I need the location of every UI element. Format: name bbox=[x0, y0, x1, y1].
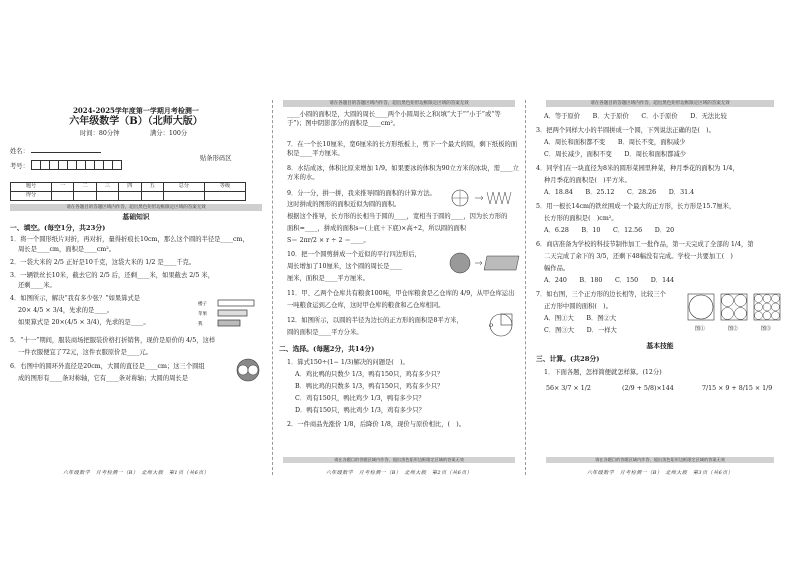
svg-text:图①: 图① bbox=[695, 326, 706, 332]
score-header-cell: 五 bbox=[141, 183, 163, 192]
ring-figure bbox=[236, 358, 260, 382]
s7-line-b: 正方形中圆的面积( )。 bbox=[544, 303, 612, 310]
name-label: 姓名： bbox=[10, 148, 29, 155]
choice-title: 二、选择。(每题2分，共14分) bbox=[279, 345, 375, 353]
score-cell[interactable] bbox=[119, 192, 141, 201]
s6-line-c: 幅作品。 bbox=[544, 265, 570, 272]
q12-line-b: 圆的面积是____平方分米。 bbox=[287, 329, 363, 336]
q10-line-a: 10．把一个圆剪拼成一个近似的平行四边形后， bbox=[287, 251, 421, 258]
score-cell[interactable] bbox=[52, 192, 74, 201]
score-header-cell: 总分 bbox=[163, 183, 204, 192]
q3-line-b: 还剩____米。 bbox=[18, 282, 56, 289]
score-header-cell: 一 bbox=[52, 183, 74, 192]
circle-square-figure bbox=[487, 312, 517, 338]
circle-to-rectangle-figure bbox=[451, 188, 521, 208]
s6-options[interactable]: A．240 B．180 C．150 D．144 bbox=[544, 277, 675, 284]
svg-text:苹果: 苹果 bbox=[198, 312, 207, 317]
q9-line-d: 面积=____，拼成的面积s＝(上底＋下底)×高÷2，所以圆的面积 bbox=[287, 225, 467, 232]
s1-option-d[interactable]: D．鸭有150只，鸭比鸡少 1/3，鸡有多少只？ bbox=[295, 407, 425, 414]
svg-text:图③: 图③ bbox=[761, 326, 772, 332]
exam-page-3 bbox=[536, 100, 784, 475]
q4-line-b: 20× 4/5 × 3/4，先求的是____。 bbox=[18, 307, 114, 314]
exam-main-title: 六年级数学（B）（北师大版） bbox=[69, 116, 203, 127]
s4-line-a: 4．同学们在一块直径为8米的圆形菜园里种菜，种月季花的面积为 1/4， bbox=[536, 165, 739, 172]
svg-text:楼子: 楼子 bbox=[198, 302, 207, 307]
q9-line-b: 这时拼成的图形的面积近似为圆的面积。 bbox=[287, 201, 401, 208]
s1-question: 1．算式150÷(1− 1/3)解决的问题是( )。 bbox=[287, 359, 409, 366]
score-table bbox=[10, 182, 246, 201]
q5-line-b: 一件衣服便宜了72元，这件衣服原价是____元。 bbox=[18, 349, 152, 356]
score-header-cell: 四 bbox=[119, 183, 141, 192]
q4-line-c: 如果算式是 20×(4/5 × 3/4)，先求的是____。 bbox=[18, 319, 150, 326]
page1-footer: 六年级数学 月考检测一（B） 北师大版 第1页（共6页） bbox=[62, 469, 210, 476]
three-squares-figure bbox=[686, 292, 782, 336]
q12-line-a: 12．如图所示，以圆的半径为边长的正方形的面积是8平方米， bbox=[287, 317, 463, 324]
s1-option-c[interactable]: C．鸡有150只，鸭比鸡少 1/3，鸭有多少只？ bbox=[295, 395, 425, 402]
q11-line-b: 一吨粮食运到乙仓库，这时甲仓库的粮食和乙仓库相同。 bbox=[287, 302, 445, 309]
exam-number-label: 考号： bbox=[10, 163, 29, 171]
s5-line-a: 5．用一根长14cm的铁丝围成一个最大的正方形，长方形是15.7厘米， bbox=[536, 203, 736, 210]
score-cell[interactable] bbox=[96, 192, 118, 201]
svg-text:图②: 图② bbox=[728, 326, 739, 332]
answer-area-notice: 请在各题目的答题区域内作答，超出黑色矩形边框限定区域的答案无效 bbox=[10, 204, 262, 211]
score-cell[interactable] bbox=[74, 192, 96, 201]
q9-line-c: 根据这个推导，长方形的长相当于圆的____，宽相当于圆的____，因为长方形的 bbox=[287, 213, 508, 220]
full-marks: 满分：100分 bbox=[150, 130, 188, 137]
q4-line-a: 4．如图所示，解决“我有多少张？”如果算式是 bbox=[10, 295, 141, 302]
time-limit: 时间：80分钟 bbox=[80, 130, 120, 137]
s4-options[interactable]: A．18.84 B．25.12 C．28.26 D．31.4 bbox=[544, 189, 695, 196]
section-basic-knowledge: 基础知识 bbox=[122, 213, 150, 221]
s1-option-a[interactable]: A．鸡比鸭的只数少 1/3，鸭有150只，鸡有多少只？ bbox=[295, 371, 444, 378]
s3-options-cd[interactable]: C．周长减少，面积不变 D．周长和面积都减少 bbox=[544, 151, 687, 158]
svg-text:O: O bbox=[489, 323, 494, 329]
s2-question: 2．一件商品先涨价 1/8，后降价 1/8，现价与原价相比，( )。 bbox=[287, 421, 466, 428]
svg-text:我: 我 bbox=[198, 322, 203, 327]
s7-options-cd[interactable]: C．图③大 D．一样大 bbox=[544, 327, 617, 334]
calc-expr-2: (2/9 + 5/8)×144 bbox=[622, 385, 674, 392]
exam-year-title: 2024-2025学年度第一学期月考检测一 bbox=[73, 106, 199, 115]
s5-line-b: 长方形的面积是( )cm²。 bbox=[544, 215, 618, 222]
q1-line-a: 1．将一个圆形纸片对折，再对折，量得折痕长10cm，那么这个圆的半径是____cm， bbox=[10, 236, 249, 243]
q7: 7．在一个长10厘米，宽6厘米的长方形纸板上，剪下一个最大的圆，剩下纸板的面积是____平方厘米。 bbox=[287, 141, 518, 158]
exam-page-2 bbox=[272, 100, 526, 475]
s3-options-ab[interactable]: A．周长和面积都不变 B．周长不变，面积减少 bbox=[544, 139, 686, 146]
s2-options[interactable]: A．等于原价 B．大于原价 C．小于原价 D．无法比较 bbox=[544, 113, 727, 120]
calc-expr-1: 56× 3/7 × 1/2 bbox=[546, 385, 591, 392]
q2: 2．一袋大米的 2/5 正好是10千克，这袋大米的 1/2 是____千克。 bbox=[10, 259, 196, 266]
q8: 8．水结成冰，体积比原来增加 1/9。如果要冰的体积为90立方米的冰块，需____立方米的水。 bbox=[287, 165, 519, 182]
exam-number-boxes[interactable] bbox=[31, 160, 121, 173]
exam-page-1 bbox=[10, 100, 262, 475]
s6-line-b: 二天完成了余下的 3/5，还剩下48幅没有完成。学校一共要加工( ) bbox=[544, 253, 733, 260]
score-cell[interactable] bbox=[141, 192, 163, 201]
q6-line-b: 成的图形有____条对称轴，它有____条对称轴；大圆的周长是 bbox=[18, 375, 189, 382]
s7-line-a: 7．如右图，三个正方形的边长相等，比较三个 bbox=[536, 291, 666, 298]
q4-bar-diagram bbox=[196, 294, 260, 334]
q5-line-a: 5．“十一”期间，服装商场把服装价格打折销售，现价是原价的 4/5，这样 bbox=[10, 337, 216, 344]
fill-in-title: 一、填空。(每空1分，共23分) bbox=[10, 224, 106, 232]
score-header-cell: 等级 bbox=[204, 183, 245, 192]
q9-line-a: 9．分一分，拼一拼，我来推导圆的面积的计算方法。 bbox=[287, 190, 436, 197]
q6-line-a: 6．右图中的圆环外直径是20cm，大圆的直径是____cm；这三个圆组 bbox=[10, 363, 205, 370]
q10-line-c: 厘米，面积是____平方厘米。 bbox=[287, 275, 369, 282]
score-header-cell: 二 bbox=[74, 183, 96, 192]
q11-line-a: 11．甲、乙两个仓库共有粮食100吨，甲仓库粮食是乙仓库的 4/9，从甲仓库运出 bbox=[287, 290, 515, 297]
name-field[interactable] bbox=[31, 146, 101, 153]
s7-options-ab[interactable]: A．图①大 B．图②大 bbox=[544, 315, 617, 322]
page3-banner: 请在各题目的答题区域内作答，超出黑色矩形边框限定区域的答案无效 bbox=[546, 100, 774, 107]
s1-option-b[interactable]: B．鸭比鸡的只数多 1/3，鸭有150只，鸡有多少只？ bbox=[295, 383, 444, 390]
score-header-cell: 题号 bbox=[11, 183, 52, 192]
s5-options[interactable]: A．6.28 B．10 C．12.56 D．20 bbox=[544, 227, 675, 234]
q9-line-e: S＝ 2πr/2 × r ÷ 2 ＝____。 bbox=[287, 237, 370, 244]
section-basic-skills: 基本技能 bbox=[646, 342, 674, 350]
q6-line-c: ____小圆的面积是，大圆的周长____两个小圆周长之和(填“大于”“小于”或“等于”)；图中阴影部分的面积是____cm²。 bbox=[287, 111, 501, 128]
page2-footer: 六年级数学 月考检测一（B） 北师大版 第2页（共6页） bbox=[325, 469, 473, 476]
barcode-area: 贴条形码区 bbox=[200, 155, 232, 162]
calc-title: 三、计算。(共28分) bbox=[536, 355, 600, 363]
parallelogram-figure bbox=[449, 250, 523, 276]
s3-question: 3．把两个同样大小的半圆拼成一个圆，下列说法正确的是( )。 bbox=[536, 127, 715, 134]
q3-line-a: 3．一辆铁丝长10米，截去它的 2/5 后，还剩____米，如果截去 2/5 米， bbox=[10, 272, 215, 279]
calc-expr-3: 7/15 × 9 + 8/15 × 1/9 bbox=[702, 385, 773, 392]
page3-footer: 六年级数学 月考检测一（B） 北师大版 第3页（共6页） bbox=[586, 469, 734, 476]
q10-line-b: 周长增加了10厘米，这个圆的周长是____ bbox=[287, 263, 403, 270]
score-cell[interactable] bbox=[204, 192, 245, 201]
calc-q1: 1．下面各题，怎样简便就怎样算。(12分) bbox=[544, 369, 662, 376]
s4-line-b: 种月季花的面积是( )平方米。 bbox=[544, 177, 631, 184]
score-cell[interactable] bbox=[163, 192, 204, 201]
s6-line-a: 6．商店准备为学校的科技节制作加工一批作品，第一天完成了全部的 1/4，第 bbox=[536, 241, 754, 248]
score-row-label: 得分 bbox=[11, 192, 52, 201]
score-header-cell: 三 bbox=[96, 183, 118, 192]
page3-footband: 请在各题目的答题区域内作答，超出黑色矩形边框限定区域的答案无效 bbox=[546, 457, 774, 463]
page2-footband: 请在各题目的答题区域内作答，超出黑色矩形边框限定区域的答案无效 bbox=[283, 457, 515, 463]
q1-line-b: 周长是____cm，面积是____cm²。 bbox=[18, 246, 116, 253]
page2-banner: 请在各题目的答题区域内作答，超出黑色矩形边框限定区域的答案无效 bbox=[283, 100, 515, 107]
